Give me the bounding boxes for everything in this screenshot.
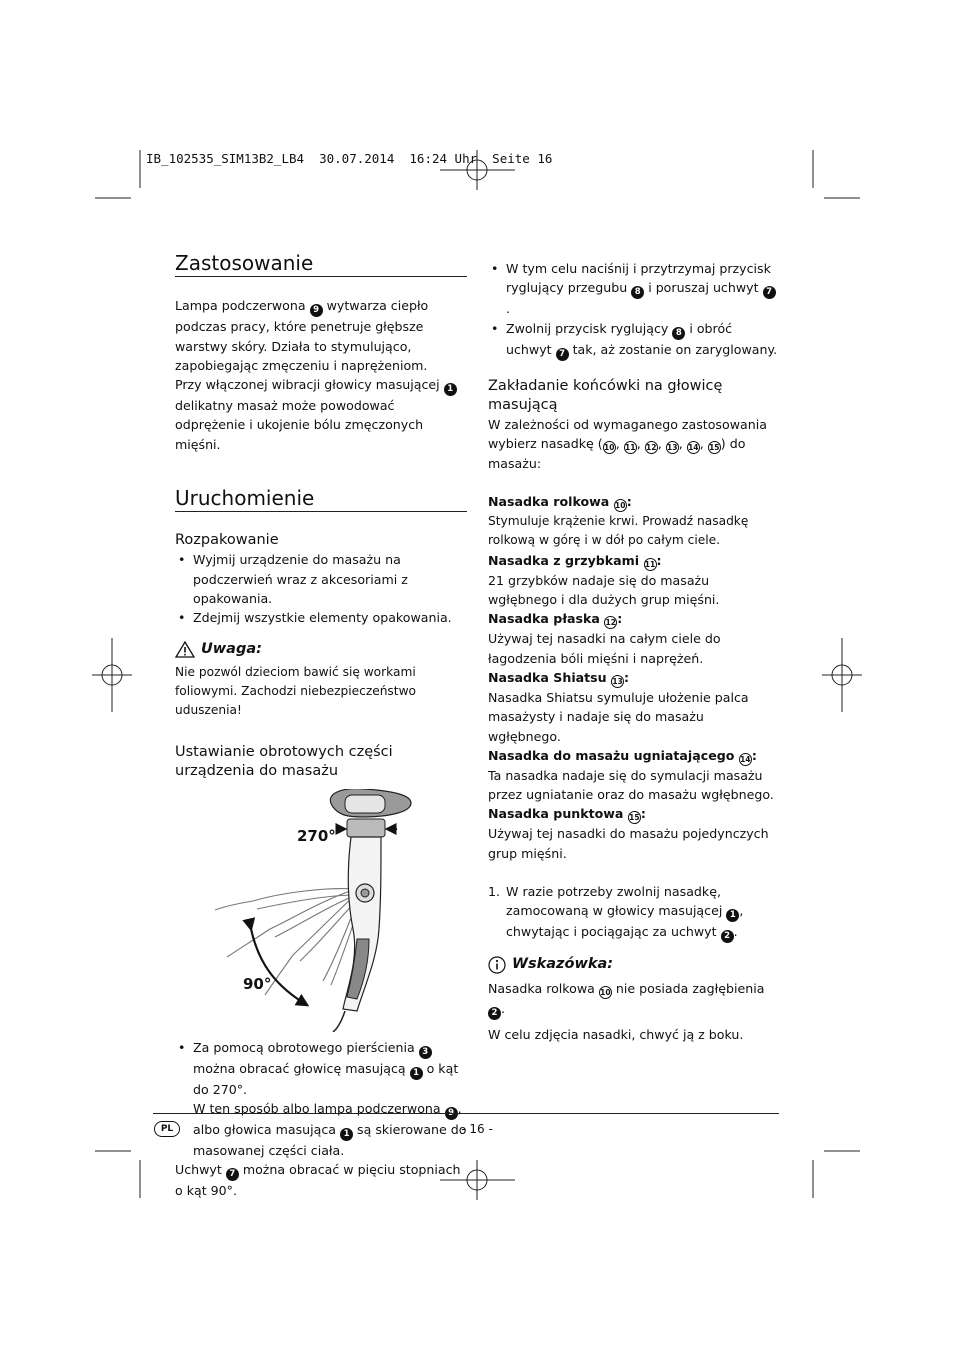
list-item: • Wyjmij urządzenie do masażu na podczerwień wraz z akcesoriami z opakowania. — [175, 550, 467, 608]
print-header: IB_102535_SIM13B2_LB4 30.07.2014 16:24 Uhr Seite 16 — [146, 151, 553, 166]
attach-paragraph: W zależności od wymaganego zastosowania wybierz nasadkę (10, 11, 12, 13, 14, 15) do masażu: — [488, 416, 767, 471]
ref-13-icon: 13 — [612, 676, 623, 686]
ref-1-icon: 1 — [726, 909, 739, 922]
ref-12-icon: 12 — [646, 442, 657, 452]
attachment-text: Używaj tej nasadki na całym ciele do łagodzenia bóli mięśni i naprężeń. — [488, 631, 721, 666]
ref-14-icon: 14 — [688, 442, 699, 452]
warning-text: Nie pozwól dzieciom bawić się workami foliowymi. Zachodzi niebezpieczeństwo uduszenia! — [175, 664, 416, 718]
ref-13-icon: 13 — [667, 442, 678, 452]
tip-paragraph: Nasadka rolkowa 10 nie posiada zagłębienia 2 . — [488, 980, 765, 1018]
ref-10-icon: 10 — [604, 442, 615, 452]
ref-1-icon: 1 — [444, 383, 457, 396]
ref-15-icon: 15 — [629, 813, 640, 823]
attachment-text: Ta nasadka nadaje się do symulacji masażu przez ugniatanie oraz do masażu wgłębnego. — [488, 767, 774, 803]
ref-9-icon: 9 — [445, 1107, 458, 1120]
ref-11-icon: 11 — [625, 442, 636, 452]
ref-7-icon: 7 — [226, 1168, 239, 1181]
heading-uruchomienie: Uruchomienie — [175, 489, 467, 512]
ref-8-icon: 8 — [672, 327, 685, 340]
info-icon — [488, 956, 506, 974]
rotation-figure — [175, 789, 467, 1032]
ref-1-icon: 1 — [340, 1128, 353, 1141]
ref-7-icon: 7 — [763, 286, 776, 299]
warning-heading: Uwaga: — [175, 640, 467, 659]
attachment-title: Nasadka do masażu ugniatającego 14: — [488, 747, 757, 764]
warning-triangle-icon — [175, 641, 195, 658]
heading-rozpakowanie: Rozpakowanie — [175, 532, 279, 549]
page-number: - 16 - — [461, 1122, 493, 1136]
ref-12-icon: 12 — [605, 618, 616, 628]
list-item: • Za pomocą obrotowego pierścienia 3 można obracać głowicę masującą 1 o kąt do 270°. — [175, 1038, 467, 1099]
ref-3-icon: 3 — [419, 1046, 432, 1059]
ref-11-icon: 11 — [644, 559, 656, 569]
attachment-list — [488, 492, 779, 863]
vibration-paragraph: Przy włączonej wibracji głowicy masującej 1 delikatny masaż może powodować odprężenie i ukojenie bólu zmęczonych mięśni. — [175, 375, 467, 454]
attachment-title: Nasadka rolkowa 10: — [488, 494, 632, 511]
attachment-text: Nasadka Shiatsu symuluje ułożenie palca masażysty i nadaje się do masażu wgłębnego. — [488, 689, 749, 744]
ref-15-icon: 15 — [709, 442, 720, 452]
ref-14-icon: 14 — [740, 754, 751, 764]
ref-2-icon: 2 — [488, 1007, 501, 1020]
ref-1-icon: 1 — [410, 1067, 423, 1080]
ref-10-icon: 10 — [600, 987, 611, 997]
footer-rule — [153, 1113, 779, 1114]
tip-paragraph-2: W celu zdjęcia nasadki, chwyć ją z boku. — [488, 1026, 744, 1042]
heading-zastosowanie: Zastosowanie — [175, 254, 467, 277]
ref-8-icon: 8 — [631, 286, 644, 299]
label-90: 90° — [243, 974, 272, 993]
handle-rotation-paragraph: Uchwyt 7 można obracać w pięciu stopniach o kąt 90°. — [175, 1162, 461, 1199]
massager-illustration — [175, 789, 467, 1032]
attachment-text: Używaj tej nasadki do masażu pojedynczych grup mięśni. — [488, 826, 769, 861]
right-column — [488, 259, 779, 1044]
attachment-title: Nasadka punktowa 15: — [488, 806, 646, 823]
ref-2-icon: 2 — [721, 930, 734, 943]
list-item: • Zdejmij wszystkie elementy opakowania. — [175, 608, 467, 627]
label-270: 270° — [297, 826, 336, 845]
ref-7-icon: 7 — [556, 348, 569, 361]
ref-10-icon: 10 — [614, 501, 626, 511]
attachment-text: 21 grzybków nadaje się do masażu wgłębnego i dla dużych grup mięśni. — [488, 572, 720, 608]
attachment-title: Nasadka z grzybkami 11: — [488, 552, 662, 569]
list-item-continuation: W ten sposób albo lampa podczerwona 9 , albo głowica masująca 1 są skierowane do masowanej części ciała. — [193, 1101, 467, 1159]
ref-9-icon: 9 — [310, 304, 323, 317]
intro-paragraph: Lampa podczerwona 9 wytwarza ciepło podczas pracy, które penetruje głębsze warstwy skóry. Działa to stymulująco, zapobiegając zmęczeniu i naprężeniom. — [175, 298, 429, 373]
attachment-title: Nasadka płaska 12: — [488, 611, 623, 628]
heading-rotate: Ustawianie obrotowych części urządzenia do masażu — [175, 743, 393, 779]
list-item: • W tym celu naciśnij i przytrzymaj przycisk ryglujący przegubu 8 i poruszaj uchwyt 7. — [488, 259, 779, 319]
list-item: • Zwolnij przycisk ryglujący 8 i obróć uchwyt 7 tak, aż zostanie on zaryglowany. — [488, 319, 779, 361]
attachment-text: Stymuluje krążenie krwi. Prowadź nasadkę rolkową w górę i w dół po całym ciele. — [488, 514, 749, 548]
left-column — [175, 251, 467, 1201]
language-badge: PL — [154, 1121, 180, 1137]
attachment-title: Nasadka Shiatsu 13: — [488, 669, 630, 686]
heading-attach: Zakładanie końcówki na głowicę masującą — [488, 377, 723, 413]
tip-heading: Wskazówka: — [488, 955, 779, 974]
step-1: 1. W razie potrzeby zwolnij nasadkę, zamocowaną w głowicy masującej 1 , chwytając i pociągając za uchwyt 2 . — [488, 884, 744, 942]
